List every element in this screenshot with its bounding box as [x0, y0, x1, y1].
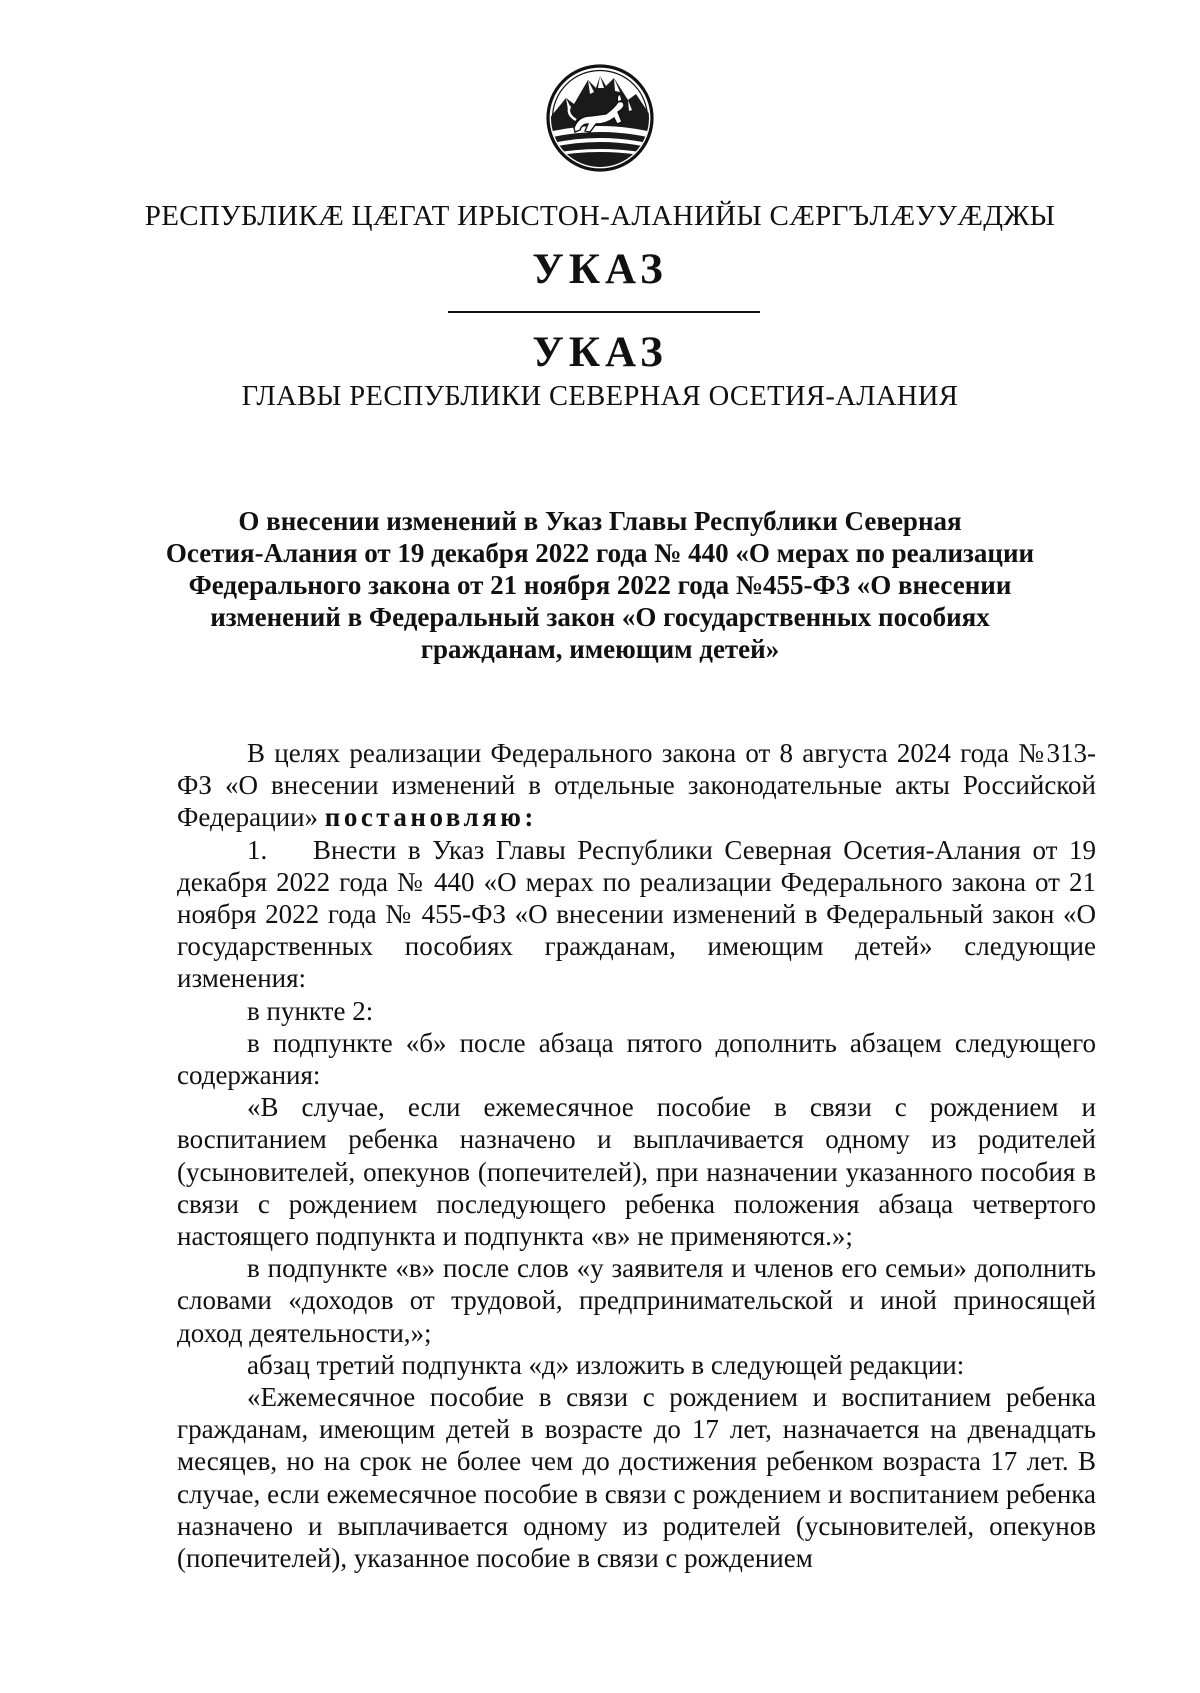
ukaz-heading-ossetian: УКАЗ	[532, 246, 668, 293]
document-title-line: гражданам, имеющим детей»	[420, 634, 780, 664]
paragraph-quote-1: «В случае, если ежемесячное пособие в связи с рождением и воспитанием ребенка назначено и выплачивается одному из родителей (усыновителей, опекунов (попечителей), при назначении указанного пособия в связи с рождением последующего ребенка положения абзаца четвертого настоящего подпункта и подпункта «в» не применяются.»;	[177, 1092, 1096, 1252]
ossetian-header-title: РЕСПУБЛИКӔ ЦӔГАТ ИРЫСТОН-АЛАНИЙЫ СӔРГЪЛӔУУӔДЖЫ	[144, 200, 1056, 232]
preamble-text: В целях реализации Федерального закона от 8 августа 2024 года №313-ФЗ «О внесении изменений в отдельные законодательные акты Российской Федерации»	[177, 738, 1096, 833]
russian-header-title: ГЛАВЫ РЕСПУБЛИКИ СЕВЕРНАЯ ОСЕТИЯ-АЛАНИЯ	[241, 381, 959, 412]
paragraph-quote-2: «Ежемесячное пособие в связи с рождением и воспитанием ребенка гражданам, имеющим детей в возрасте до 17 лет, назначается на двенадцать месяцев, но на срок не более чем до достижения ребенком возраста 17 лет. В случае, если ежемесячное пособие в связи с рождением и воспитанием ребенка назначено и выплачивается одному из родителей (усыновителей, опекунов (попечителей), указанное пособие в связи с рождением	[177, 1382, 1096, 1574]
decree-word: постановляю:	[324, 802, 537, 833]
paragraph-subpoint-v: в подпункте «в» после слов «у заявителя и членов его семьи» дополнить словами «доходов от трудовой, предпринимательской и иной приносящей доход деятельности,»;	[177, 1253, 1096, 1348]
document-title	[160, 505, 1040, 665]
document-title-line: Федерального закона от 21 ноября 2022 года №455-ФЗ «О внесении	[188, 570, 1012, 600]
document-body	[177, 737, 1096, 1574]
paragraph-subpoint-b: в подпункте «б» после абзаца пятого дополнить абзацем следующего содержания:	[177, 1027, 1096, 1091]
coat-of-arms-emblem	[544, 58, 656, 180]
preamble-paragraph	[177, 737, 1096, 834]
ukaz-heading-russian: УКАЗ	[532, 329, 668, 376]
item-1-text: Внести в Указ Главы Республики Северная Осетия-Алания от 19 декабря 2022 года № 440 «О мерах по реализации Федерального закона от 21 ноября 2022 года № 455-ФЗ «О внесении изменений в Федеральный закон «О государственных пособиях гражданам, имеющим детей» следующие изменения:	[177, 834, 1096, 994]
document-title-line: Осетия-Алания от 19 декабря 2022 года № 440 «О мерах по реализации	[165, 538, 1035, 568]
item-number: 1.	[247, 834, 268, 865]
paragraph-point-2: в пункте 2:	[247, 995, 374, 1026]
header-divider	[448, 311, 760, 313]
document-title-line: изменений в Федеральный закон «О государственных пособиях	[210, 602, 990, 632]
paragraph-subpoint-d: абзац третий подпункта «д» изложить в следующей редакции:	[247, 1349, 965, 1380]
document-title-line: О внесении изменений в Указ Главы Республики Северная	[238, 506, 962, 536]
item-1-paragraph	[177, 834, 1096, 995]
